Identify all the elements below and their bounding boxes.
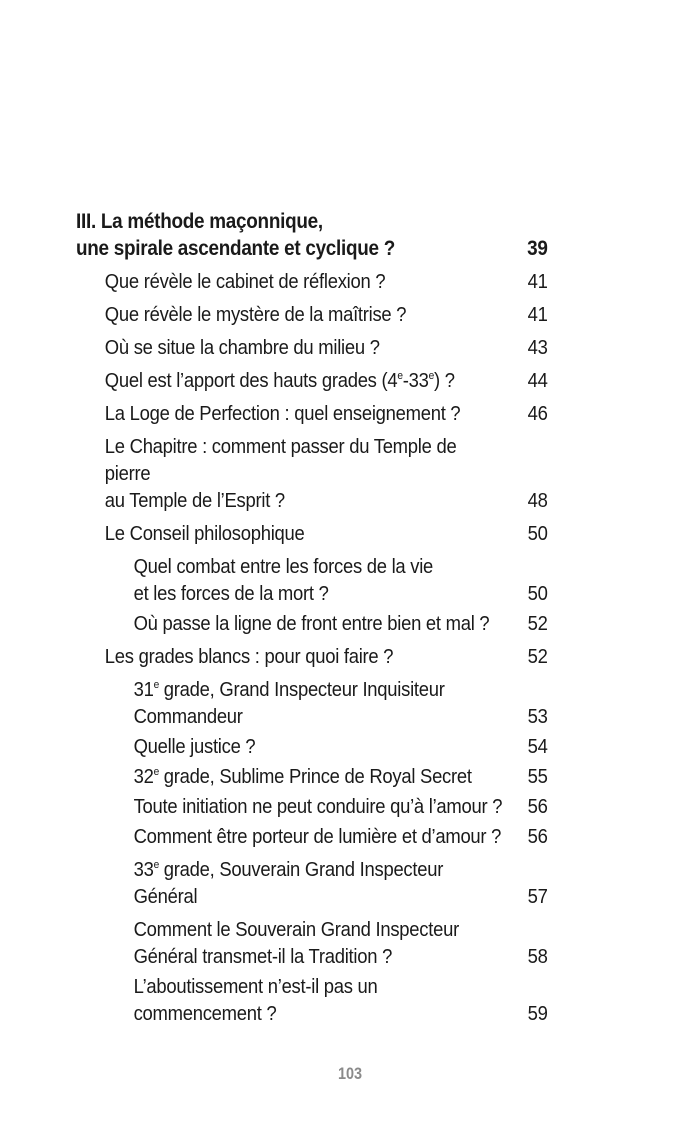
toc-subentry (76, 916, 548, 970)
section-title-line2: une spirale ascendante et cyclique ? (76, 237, 396, 260)
toc-entry-page: 43 (527, 336, 548, 359)
grade-number: 31 (133, 678, 154, 701)
superscript: e (153, 679, 159, 692)
superscript: e (153, 766, 159, 779)
toc-subentry (76, 553, 548, 607)
toc-entry-page: 50 (527, 522, 548, 545)
toc-entry-page: 54 (527, 735, 548, 758)
grade-number: 33 (133, 858, 154, 881)
title-line1: Le Chapitre : comment passer du Temple de pierre (104, 435, 457, 485)
toc-entry-title: Toute initiation ne peut conduire qu’à l’amour ? (133, 795, 503, 818)
toc-entry-title: La Loge de Perfection : quel enseignement ? (104, 402, 461, 425)
toc-entry-title (134, 553, 548, 607)
toc-entry-page: 41 (527, 303, 548, 326)
title-line2: Commandeur (133, 705, 243, 728)
title-line1: Comment le Souverain Grand Inspecteur (133, 918, 459, 941)
toc-entry (76, 268, 548, 295)
toc-entry-page: 44 (527, 369, 548, 392)
toc-entry-page: 57 (527, 885, 548, 908)
toc-entry-title: Quelle justice ? (133, 735, 256, 758)
title-part: ) ? (433, 369, 455, 392)
toc-subentry (76, 763, 548, 790)
superscript: e (428, 370, 434, 383)
toc-entry-title: Où passe la ligne de front entre bien et mal ? (133, 612, 490, 635)
toc-entry-title: Où se situe la chambre du milieu ? (104, 336, 380, 359)
toc-entry (76, 334, 548, 361)
title-line1: grade, Grand Inspecteur Inquisiteur (158, 678, 445, 701)
toc-subentry (76, 676, 548, 730)
toc-entry (76, 400, 548, 427)
toc-entry-title (134, 856, 548, 910)
toc-entry-page: 56 (527, 795, 548, 818)
toc-entry-page: 55 (527, 765, 548, 788)
toc-entry-page: 59 (527, 1002, 548, 1025)
toc-entry-page: 50 (527, 582, 548, 605)
title-line2: et les forces de la mort ? (133, 582, 329, 605)
toc-subentry (76, 610, 548, 637)
toc-entry (76, 643, 548, 670)
toc-entry (76, 367, 548, 394)
title-line2: Général transmet-il la Tradition ? (133, 945, 393, 968)
section-page-number: 39 (527, 237, 548, 260)
toc-subentry (76, 793, 548, 820)
toc-entry-page: 41 (527, 270, 548, 293)
toc-entry (76, 301, 548, 328)
toc-entry-title (134, 916, 548, 970)
toc-entry-page: 52 (527, 645, 548, 668)
toc-entry-title: Les grades blancs : pour quoi faire ? (104, 645, 394, 668)
toc-entry-title: Le Conseil philosophique (104, 522, 305, 545)
toc-subentry (76, 733, 548, 760)
title-part: -33 (402, 369, 429, 392)
toc-subentry (76, 856, 548, 910)
toc-section-heading (76, 208, 548, 262)
section-title-line1: III. La méthode maçonnique, (76, 210, 323, 233)
toc-entry-page: 56 (527, 825, 548, 848)
toc-entry-title (134, 763, 548, 790)
toc-entry-page: 53 (527, 705, 548, 728)
title-line1: Quel combat entre les forces de la vie (133, 555, 434, 578)
toc-entry-title: Que révèle le mystère de la maîtrise ? (104, 303, 407, 326)
toc-entry-page: 48 (527, 489, 548, 512)
toc-subentry (76, 823, 548, 850)
toc-entry-title (105, 367, 548, 394)
table-of-contents (76, 208, 600, 1030)
superscript: e (397, 370, 403, 383)
superscript: e (153, 859, 159, 872)
title-part: grade, Sublime Prince de Royal Secret (158, 765, 472, 788)
page-number: 103 (337, 1064, 363, 1083)
toc-entry-title: Comment être porteur de lumière et d’amour ? (133, 825, 502, 848)
toc-entry-page: 46 (527, 402, 548, 425)
title-part: Quel est l’apport des hauts grades (4 (104, 369, 398, 392)
toc-entry (76, 433, 548, 514)
toc-entry-page: 52 (527, 612, 548, 635)
grade-number: 32 (133, 765, 154, 788)
toc-entry-page: 58 (527, 945, 548, 968)
toc-entry-title (134, 676, 548, 730)
toc-entry-title: Que révèle le cabinet de réflexion ? (104, 270, 386, 293)
title-line2: au Temple de l’Esprit ? (104, 489, 285, 512)
title-part: grade, Souverain Grand Inspecteur Général (133, 858, 444, 908)
toc-entry-title: L’aboutissement n’est-il pas un commencement ? (133, 975, 378, 1025)
toc-entry-title (105, 433, 548, 514)
toc-subentry (76, 973, 548, 1027)
toc-entry (76, 520, 548, 547)
